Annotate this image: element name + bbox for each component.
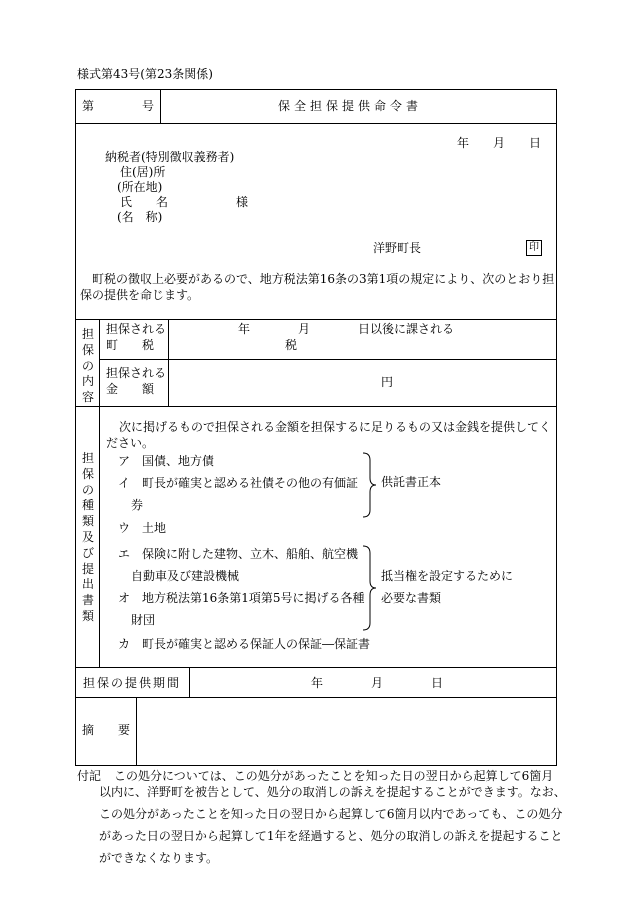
types-side-label: 担保の種類及び提出書類 — [81, 451, 94, 623]
form-number: 様式第43号(第23条関係) — [77, 67, 213, 81]
note-body: 以内に、洋野町を被告として、処分の取消しの訴えを提起することができます。なお、この処分があったことを知った日の翌日から起算して6箇月以内であっても、この処分があった日の翌日から起算して1年を経過すると、処分の取消しの訴えを提起することができなくなります。 — [99, 785, 566, 865]
tax-label-1: 担保される — [106, 322, 167, 336]
taxpayer-label: 納税者(特別徴収義務者) — [105, 150, 235, 164]
item-e-2: 自動車及び建設機械 — [131, 569, 240, 583]
issue-date: 年 月 日 — [457, 136, 542, 150]
org-name-label: (名 称) — [117, 210, 163, 224]
document-mortgage-2: 必要な書類 — [381, 591, 442, 605]
document-deposit-certificate: 供託書正本 — [381, 475, 442, 489]
seal-mark: 印 — [526, 240, 542, 256]
right-brace-2 — [362, 545, 378, 631]
tax-value-1: 年 月 日以後に課される — [238, 322, 455, 336]
number-label: 第 号 — [82, 99, 155, 113]
item-u: ウ 土地 — [118, 521, 167, 535]
summary-label: 摘 要 — [82, 723, 131, 737]
location-label: (所在地) — [117, 180, 163, 194]
tax-value-2: 税 — [285, 338, 298, 352]
item-o-2: 財団 — [131, 613, 156, 627]
item-i-1: イ 町長が確実と認める社債その他の有価証 — [118, 476, 359, 490]
amount-label-1: 担保される — [106, 366, 167, 380]
right-brace-1 — [362, 452, 378, 518]
item-ka: カ 町長が確実と認める保証人の保証―保証書 — [118, 637, 371, 651]
content-side-label: 担保の内容 — [81, 327, 94, 405]
period-value: 年 月 日 — [311, 676, 444, 690]
item-a: ア 国債、地方債 — [118, 454, 215, 468]
types-intro-1: 次に掲げるもので担保される金額を担保するに足りるもの又は金銭を提供してく — [119, 420, 552, 434]
types-intro-2: ださい。 — [106, 436, 155, 450]
tax-label-2: 町 税 — [106, 338, 155, 352]
period-label: 担保の提供期間 — [83, 676, 182, 690]
honorific: 様 — [236, 195, 249, 209]
name-label: 氏 名 — [120, 195, 169, 209]
item-e-1: エ 保険に附した建物、立木、船舶、航空機 — [118, 547, 359, 561]
item-i-2: 券 — [131, 498, 144, 512]
address-label: 住(居)所 — [120, 165, 166, 179]
document-mortgage-1: 抵当権を設定するために — [381, 569, 514, 583]
item-o-1: オ 地方税法第16条第1項第5号に掲げる各種 — [118, 591, 365, 605]
body-text-line-2: 保の提供を命じます。 — [80, 288, 200, 302]
amount-label-2: 金 額 — [106, 382, 155, 396]
body-text-line-1: 町税の徴収上必要があるので、地方税法第16条の3第1項の規定により、次のとおり担 — [92, 272, 555, 286]
note-label: 付記 — [77, 769, 102, 783]
issuer: 洋野町長 — [373, 241, 422, 255]
note-line-1: この処分については、この処分があったことを知った日の翌日から起算して6箇月 — [114, 769, 554, 783]
document-title: 保全担保提供命令書 — [278, 99, 423, 113]
amount-value: 円 — [381, 375, 394, 389]
